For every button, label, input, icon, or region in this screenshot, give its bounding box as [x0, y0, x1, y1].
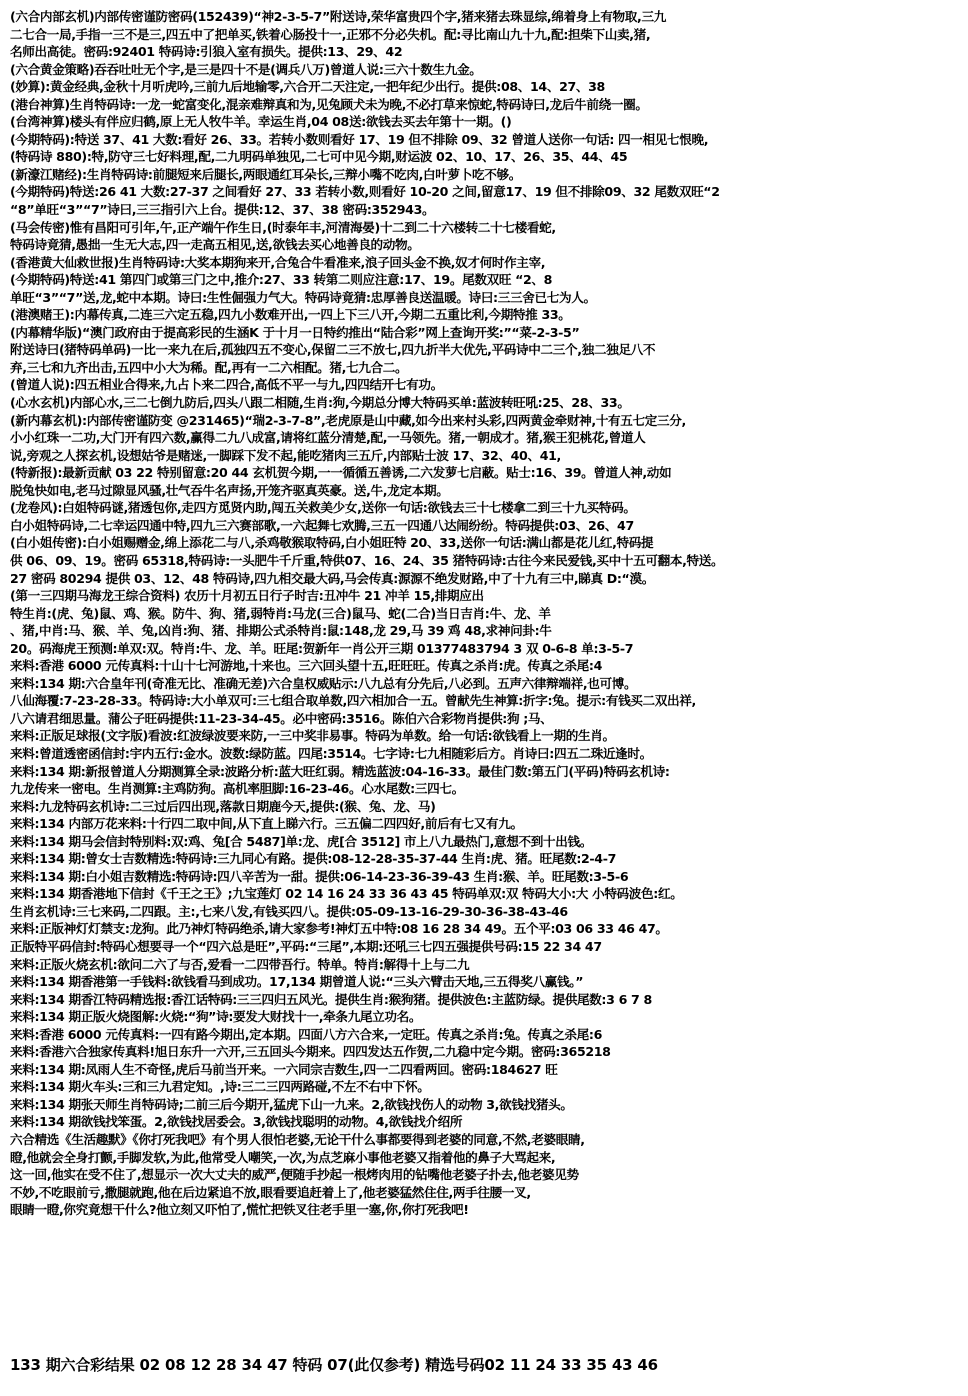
text-line: (白小姐传密):白小姐赐赠金,绵上添花二与八,杀鸡敬猴取特码,白小姐旺特 20、33,送你一句话:满山都是花儿红,特码提 [10, 535, 654, 551]
text-line: 来料:香港 6000 元传真料:一四有路今期出,定本期。四面八方六合来,一定旺。传真之杀肖:兔。传真之杀尾:6 [10, 1026, 602, 1042]
text-line: (今期特码)特送:26 41 大数:27-37 之间看好 27、33 若转小数,则看好 10-20 之间,留意17、19 但不排除09、32 尾数双旺“2 [10, 184, 720, 200]
text-line: 27 密码 80294 提供 03、12、48 特码诗,四九相交最大码,马会传真:源源不绝发财路,中了十九有三中,睇真 D:“漠。 [10, 570, 654, 586]
text-line: 来料:香港 6000 元传真料:十山十七河游地,十来也。三六回头望十五,旺旺旺。传真之杀肖:虎。传真之杀尾:4 [10, 658, 602, 674]
text-line: 眼睛一瞪,你究竟想干什么?他立刻又吓怕了,慌忙把铁叉往老手里一塞,你,你打死我吧! [10, 1202, 469, 1218]
text-line: 名师出高徒。密码:92401 特码诗:引狼入室有损失。提供:13、29、42 [10, 44, 403, 60]
text-line: 来料:正版足球报(文字版)看波:红波绿波要来防,一三中奖非易事。特码为单数。给一句话:欲钱看上一期的生肖。 [10, 728, 615, 744]
text-line: 来料:134 期香港第一手钱料:欲钱看马到成功。17,134 期曾道人说:“三头六臂击天地,三五得奖八赢钱。” [10, 974, 584, 990]
text-line: “8”单旺“3”“7”诗曰,三三指引六上台。提供:12、37、38 密码:352943。 [10, 202, 435, 218]
text-line: 来料:正版火烧玄机:欲问二六了与否,爱看一二四带吾行。特单。特肖:解得十上与二九 [10, 956, 470, 972]
text-line: (曾道人说):四五相业合得来,九占卜来二四合,高低不平一与九,四四结开七有功。 [10, 377, 443, 393]
text-line: 白小姐特码诗,二七幸运四通中特,四九三六赛部歌,一六起舞七欢腾,三五一四通八达闹纷纷。特码提供:03、26、47 [10, 517, 634, 533]
text-line: 、猪,中肖:马、猴、羊、兔,凶肖:狗、猪、排期公式杀特肖:鼠:148,龙 29,马 39 鸡 48,求神问卦:牛 [10, 623, 552, 639]
text-line: (香港黄大仙救世报)生肖特码诗:大奖本期狗来开,合兔合牛看准来,浪子回头金不换,奴才何时作主宰, [10, 254, 546, 270]
text-line: (港澳赌王):内幕传真,二连三六定五稳,四九小数难开出,一四上下三八开,今期二五重比利,今期特推 33。 [10, 307, 571, 323]
text-line: (内幕精华版)“澳门政府由于提高彩民的生涵K 于十月一日特约推出“陆合彩”网上查询开奖:”“菜-2-3-5” [10, 324, 580, 340]
text-line: (新内幕玄机):内部传密谨防变 @231465)“瑞2-3-7-8”,老虎原是山中藏,如今出来村头彩,四两黄金牵财神,十有五七定三分, [10, 412, 686, 428]
text-line: 这一回,他实在受不住了,想显示一次大丈夫的威严,便随手抄起一根烤肉用的钻嘴他老婆子扑去,他老婆见势 [10, 1167, 579, 1183]
text-line: 特码诗竟猜,愚拙一生无大志,四一走高五相见,送,欲钱去买心地善良的动物。 [10, 237, 420, 253]
text-line: 来料:香港六合独家传真料!旭日东升一六开,三五回头今期来。四四发达五作贺,二九稳中定今期。密码:365218 [10, 1044, 611, 1060]
text-line: (今期特码)特送:41 第四门或第三门之中,推介:27、33 转第二则应注意:17、19。尾数双旺 “2、8 [10, 272, 553, 288]
text-line: (第一三四期马海龙王综合资料) 农历十月初五日行子时吉:丑冲牛 21 冲羊 15,排期应出 [10, 588, 484, 604]
text-line: 来料:134 内部万花来料:十行四二取中间,从下直上睇六行。三五偏二四四好,前后有七又有九。 [10, 816, 523, 832]
text-line: 八六请君细思量。蒲公子旺码提供:11-23-34-45。必中密码:3516。陈伯六合彩物肖提供:狗 ;马、 [10, 710, 553, 726]
text-line: 单旺“3”“7”送,龙,蛇中本期。诗曰:生性倔强力气大。特码诗竟猜:忠厚善良送温暖。诗曰:三三舍已七为人。 [10, 289, 596, 305]
text-line: 生肖玄机诗:三七来码,二四跟。主:,七来八发,有钱买四八。提供:05-09-13-16-29-30-36-38-43-46 [10, 903, 568, 919]
results-footer: 133 期六合彩结果 02 08 12 28 34 47 特码 07(此仅参考) 精选号码02 11 24 33 35 43 46 [10, 1356, 658, 1374]
text-line: (龙卷风):白姐特码谜,猪透包你,走四方觅贤内助,闯五关救美少女,送你一句话:欲钱去三十七楼拿二到三十九买特码。 [10, 500, 636, 516]
text-line: 不妙,不吃眼前亏,撒腿就跑,他在后边紧追不放,眼看要追赶着上了,他老婆猛然住住,两手往腰一叉, [10, 1184, 531, 1200]
text-line: 供 06、09、19。密码 65318,特码诗:一头肥牛千斤重,特供07、16、24、35 猪特码诗:古往今来民爱钱,买中十五可翻本,特送。 [10, 552, 724, 568]
text-line: 来料:134 期欲钱找笨蛋。2,欲钱找居委会。3,欲钱找聪明的动物。4,欲钱找介绍所 [10, 1114, 463, 1130]
text-line: 六合精选《生活趣默》《你打死我吧》有个男人很怕老婆,无论干什么事都要得到老婆的同意,不然,老婆眼睛, [10, 1132, 585, 1147]
text-line: 附送诗曰(猪特码单码)一比一来九在后,孤独四五不变心,保留二三不放七,四九折半大优先,平码诗中二三个,独二独足八不 [10, 342, 656, 358]
text-line: (妙算):黄金经典,金秋十月听虎吟,三前九后地输零,六合开二天注定,一把年纪少出行。提供:08、14、27、38 [10, 79, 605, 95]
text-line: 来料:134 期香江特码精选报:香江话特码:三三四归五风光。提供生肖:猴狗猪。提供波色:主蓝防绿。提供尾数:3 6 7 8 [10, 991, 652, 1007]
text-line: 说,旁观之人探玄机,设想姑爷是赌迷,一脚踩下发不起,能吃猪肉三五斤,内部贴士波 17、32、40、41, [10, 447, 561, 463]
text-line: 来料:曾道透密函信封:宇内五行:金水。波数:绿防蓝。四尾:3514。七字诗:七九相随彩后方。肖诗曰:四五二珠近逢时。 [10, 745, 652, 761]
text-line: (心水玄机)内部心水,三二七倒九防后,四头八跟二相随,生肖:狗,今期总分博大特码买单:蓝波转旺吼:25、28、33。 [10, 395, 630, 411]
text-line: 九龙传来一密电。生肖测算:主鸡防狗。高机率胆脚:16-23-46。心水尾数:三四七。 [10, 781, 464, 797]
text-line: 20。码海虎王预测:单双:双。特肖:牛、龙、羊。旺尾:贺新年一肖公开三期 01377483794 3 双 0-6-8 单:3-5-7 [10, 640, 634, 656]
text-line: 来料:134 期:凤雨人生不奇怪,虎后马前当开来。一六同宗吉数生,四一二四看两回。密码:184627 旺 [10, 1061, 558, 1077]
text-line: 来料:134 期香港地下信封《千王之王》;九宝莲灯 02 14 16 24 33 36 43 45 特码单双:双 特码大小:大 小特码波色:红。 [10, 886, 683, 902]
text-line: 脱兔快如电,老马过隙显风骚,壮气吞牛名声扬,开笼齐驱真英豪。送,牛,龙定本期。 [10, 482, 449, 498]
text-line: 弃,三七和九齐出击,五四中小大为稀。配,再有一二六相配。猪,七九合二。 [10, 359, 408, 375]
text-line: 来料:134 期:曾女士吉数精选:特码诗:三九同心有路。提供:08-12-28-35-37-44 生肖:虎、猪。旺尾数:2-4-7 [10, 851, 616, 867]
text-line: (港台神算)生肖特码诗:一龙一蛇富变化,混亲难辩真和为,见兔顾犬未为晚,不必打草来惊蛇,特码诗曰,龙后牛前绕一圈。 [10, 96, 648, 112]
text-line: 来料:正版神灯灯禁支:龙狗。此乃神灯特码绝杀,请大家参考!神灯五中特:08 16 28 34 49。五个平:03 06 33 46 47。 [10, 921, 668, 937]
text-line: (马会传密)惟有昌阳可引年,午,正产端午作生日,(时泰年丰,河清海晏)十二到二十六楼转二十七楼看蛇, [10, 219, 556, 235]
text-line: 瞪,他就会全身打颤,手脚发软,为此,他常受人嘲笑,一次,为点芝麻小事他老婆又指着他的鼻子大骂起来, [10, 1149, 556, 1165]
newspaper-page [10, 8, 958, 1380]
text-line: (六合内部玄机)内部传密谨防密码(152439)“神2-3-5-7”附送诗,荣华富贵四个字,猪来猪去珠显综,绵着身上有物取,三九 [10, 9, 666, 24]
text-line: 来料:134 期:新报曾道人分期测算全录:波路分析:蓝大旺红弱。精选蓝波:04-16-33。最佳门数:第五门(平码)特码玄机诗: [10, 763, 670, 779]
text-line: 二七合一局,手指一三不是三,四五中了把单买,铁着心肠投十一,正邪不分必失机。配:寻比南山九十九,配:担柴下山卖,猪, [10, 26, 651, 42]
text-line: 来料:134 期:六合皇年刊(奇准无比、准确无差)六合皇权威贴示:八九总有分先后,八必到。五声六律辩端祥,也可博。 [10, 675, 637, 691]
text-line: 八仙海覆:7-23-28-33。特码诗:大小单双可:三七组合取单数,四六相加合一五。曾献先生神算:折字:兔。提示:有钱买二双出祥, [10, 693, 696, 709]
text-line: (今期特码):特送 37、41 大数:看好 26、33。若转小数则看好 17、19 但不排除 09、32 曾道人送你一句话: 四一相见七恨晚, [10, 131, 709, 147]
text-line: 来料:134 期张天师生肖特码诗;二前三后今期开,猛虎下山一九来。2,欲钱找伤人的动物 3,欲钱找猪头。 [10, 1096, 573, 1112]
text-line: 来料:134 期正版火烧图解:火烧:“狗”诗:要发大财找十一,牵条九尾立功名。 [10, 1009, 422, 1025]
text-line: 来料:九龙特码玄机诗:二三过后四出现,落款日期鹿今天,提供:(猴、兔、龙、马) [10, 798, 436, 814]
text-line: 来料:134 期火车头:三和三九君定知。,诗:三二三四两路碰,不左不右中下怀。 [10, 1079, 430, 1095]
text-line: (新濠江赌经):生肖特码诗:前腿短来后腿长,两眼通红耳朵长,三辩小嘴不吃肉,白叶萝卜吃不够。 [10, 166, 521, 182]
text-line: 来料:134 期:白小姐吉数精选:特码诗:四八辛苦为一甜。提供:06-14-23-36-39-43 生肖:猴、羊。旺尾数:3-5-6 [10, 868, 629, 884]
text-line: 小小红珠一二功,大门开有四六数,赢得二九八成富,请将红蓝分清楚,配,一马领先。猪,一朝成才。猪,猴王犯桃花,曾道人 [10, 430, 646, 446]
text-line: 正版特平码信封:特码心想要寻一个“四六总是旺”,平码:“三尾”,本期:还吼三七四五强提供号码:15 22 34 47 [10, 938, 602, 954]
text-line: 来料:134 期马会信封特别料:双:鸡、兔[合 5487]单:龙、虎[合 3512] 市上八九最热门,意想不到十出钱。 [10, 833, 593, 849]
text-body [10, 8, 958, 1219]
text-line: (六合黄金策略)吞吞吐吐无个字,是三是四十不是(调兵八万)曾道人说:三六十数生九金。 [10, 61, 482, 77]
text-line: (特码诗 880):特,防守三七好料理,配,二九明码单独见,二七可中见今期,财运波 02、10、17、26、35、44、45 [10, 149, 628, 165]
text-line: (台湾神算)楼头有伴应归鹤,原上无人牧牛羊。幸运生肖,04 08送:欲钱去买去年第十一期。() [10, 114, 512, 130]
text-line: (特新报):最新贡献 03 22 特别留意:20 44 玄机贺今期,一一循循五善诱,二六发萝七启蔽。贴士:16、39。曾道人神,动如 [10, 465, 672, 481]
text-line: 特生肖:(虎、兔)鼠、鸡、猴。防牛、狗、猪,弱特肖:马龙(三合)鼠马、蛇(二合)当日吉肖:牛、龙、羊 [10, 605, 551, 621]
